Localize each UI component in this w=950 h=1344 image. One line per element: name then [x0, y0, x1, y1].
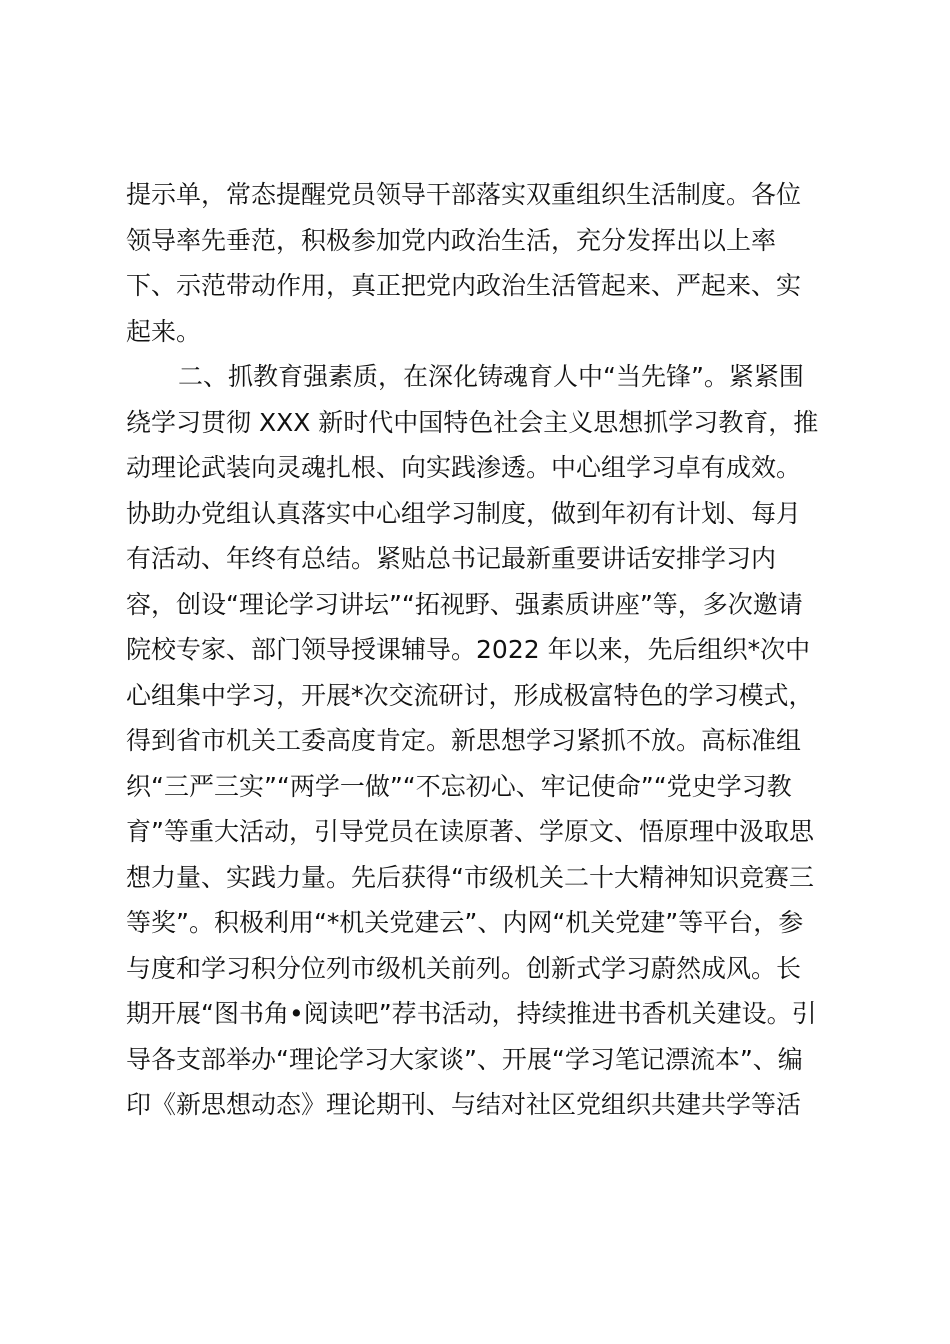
paragraph-2-line-15: 期开展“图书角•阅读吧”荐书活动，持续推进书香机关建设。引: [126, 999, 817, 1028]
document-body: [126, 172, 846, 1128]
paragraph-2-line-4: 协助办党组认真落实中心组学习制度，做到年初有计划、每月: [126, 498, 802, 528]
paragraph-2-line-14: 与度和学习积分位列市级机关前列。创新式学习蔚然成风。长: [126, 953, 802, 983]
paragraph-1-line-4: 起来。: [126, 316, 202, 346]
paragraph-2-line-9: 得到省市机关工委高度肯定。新思想学习紧抓不放。高标准组: [126, 726, 802, 755]
paragraph-2-line-16: 导各支部举办“理论学习大家谈”、开展“学习笔记漂流本”、编: [126, 1044, 803, 1074]
paragraph-2-line-8: 心组集中学习，开展*次交流研讨，形成极富特色的学习模式，: [126, 680, 814, 710]
paragraph-2-line-5: 有活动、年终有总结。紧贴总书记最新重要讲话安排学习内: [126, 544, 777, 573]
paragraph-2-line-6: 容，创设“理论学习讲坛”“拓视野、强素质讲座”等，多次邀请: [126, 589, 803, 619]
paragraph-2-line-17: 印《新思想动态》理论期刊、与结对社区党组织共建共学等活: [126, 1090, 802, 1119]
paragraph-1-line-2: 领导率先垂范，积极参加党内政治生活，充分发挥出以上率: [126, 225, 777, 255]
paragraph-2-line-2: 绕学习贯彻 XXX 新时代中国特色社会主义思想抓学习教育，推: [126, 407, 819, 437]
paragraph-2-line-7: 院校专家、部门领导授课辅导。2022 年以来，先后组织*次中: [126, 635, 811, 664]
paragraph-2-line-12: 想力量、实践力量。先后获得“市级机关二十大精神知识竞赛三: [126, 862, 814, 892]
paragraph-2-line-11: 育”等重大活动，引导党员在读原著、学原文、悟原理中汲取思: [126, 817, 814, 846]
paragraph-2-line-13: 等奖”。积极利用“*机关党建云”、内网“机关党建”等平台，参: [126, 908, 804, 937]
paragraph-2-line-1: 二、抓教育强素质，在深化铸魂育人中“当先锋”。紧紧围: [178, 362, 804, 391]
paragraph-2-line-10: 织“三严三实”“两学一做”“不忘初心、牢记使命”“党史学习教: [126, 771, 792, 801]
paragraph-1-line-1: 提示单，常态提醒党员领导干部落实双重组织生活制度。各位: [126, 180, 802, 209]
paragraph-2-line-3: 动理论武装向灵魂扎根、向实践渗透。中心组学习卓有成效。: [126, 453, 802, 482]
paragraph-1-line-3: 下、示范带动作用，真正把党内政治生活管起来、严起来、实: [126, 271, 802, 300]
